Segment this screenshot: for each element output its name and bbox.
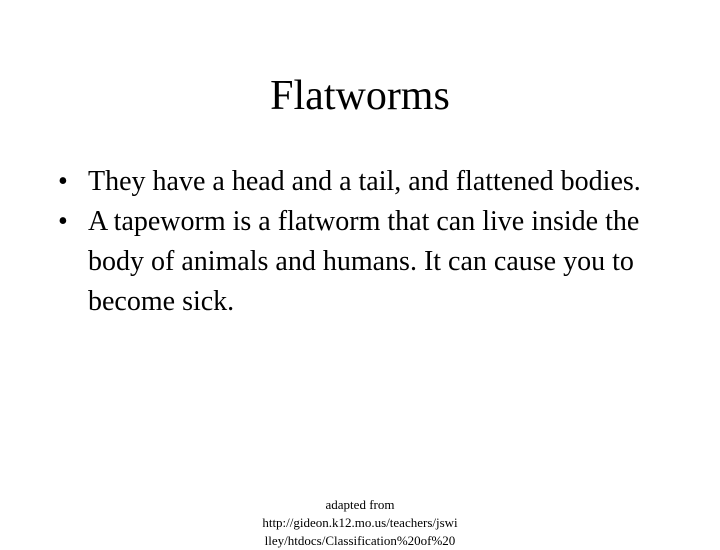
bullet-item: [58, 202, 678, 322]
bullet-list: [58, 162, 678, 322]
bullet-dot: •: [58, 166, 68, 197]
source-note-line: adapted from: [325, 497, 395, 512]
bullet-text: They have a head and a tail, and flattened bodies.: [88, 166, 641, 197]
source-url-line: http://gideon.k12.mo.us/teachers/jswi: [262, 515, 458, 530]
bullet-item: [58, 162, 678, 202]
bullet-text: A tapeworm is a flatworm that can live inside the body of animals and humans. It can cause you to become sick.: [88, 206, 640, 317]
bullet-dot: •: [58, 206, 68, 237]
slide-title: Flatworms: [270, 73, 450, 119]
source-note: [236, 496, 484, 550]
source-url-line: lley/htdocs/Classification%20of%20: [264, 533, 456, 548]
